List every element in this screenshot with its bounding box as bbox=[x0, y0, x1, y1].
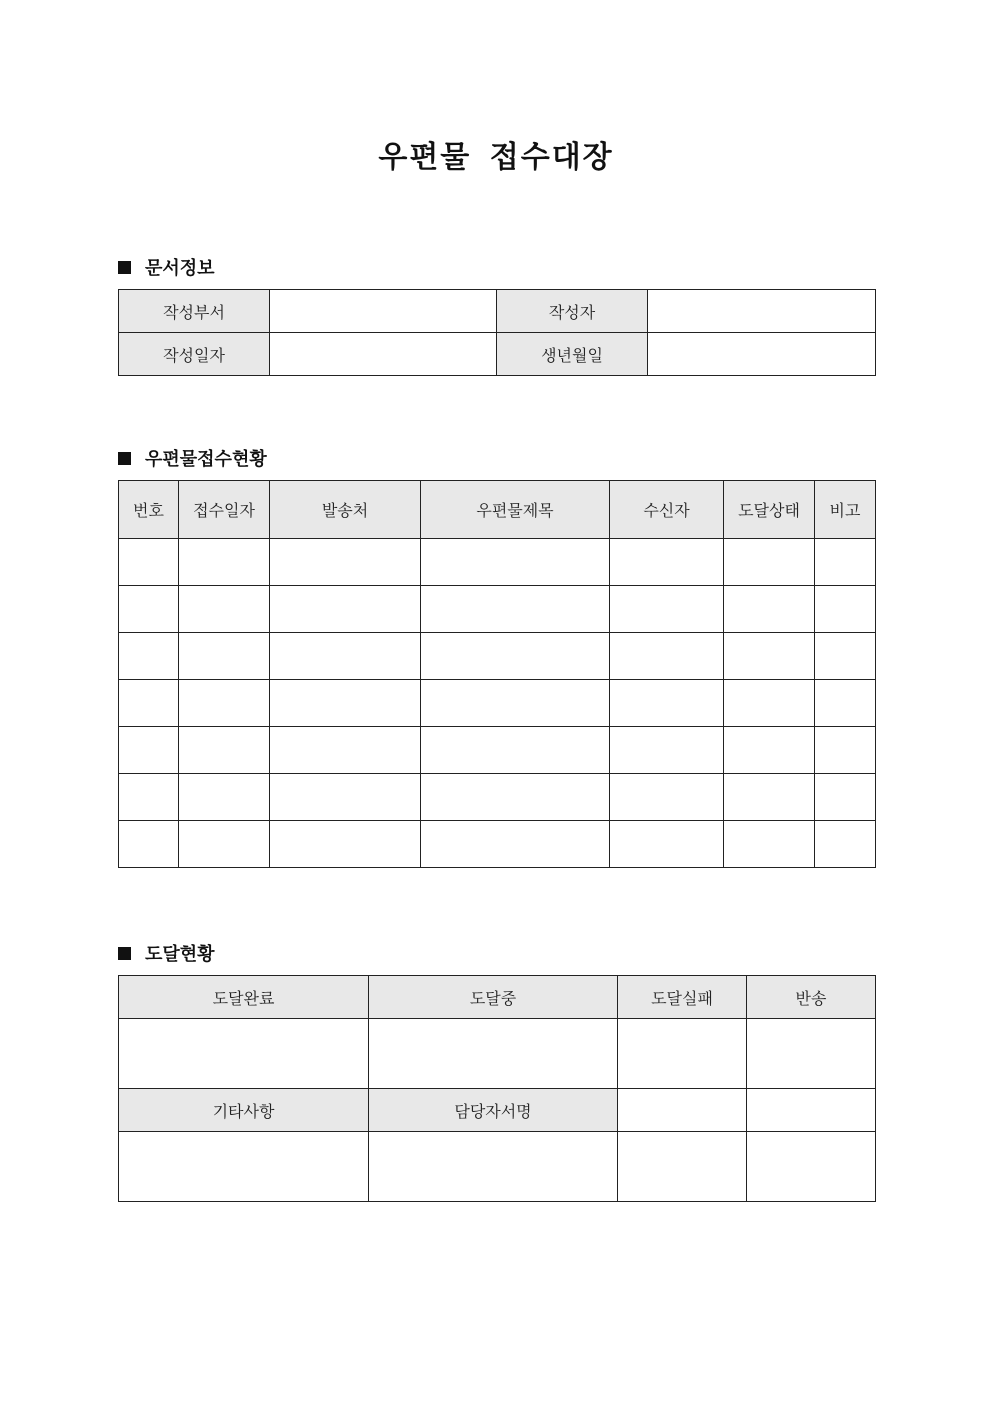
field-manager-signature[interactable] bbox=[369, 1132, 618, 1202]
label-birth: 생년월일 bbox=[497, 333, 648, 376]
header-failed: 도달실패 bbox=[618, 976, 747, 1019]
page-title: 우편물 접수대장 bbox=[378, 140, 614, 175]
delivery-table bbox=[118, 975, 876, 1202]
cell-receipt-date[interactable] bbox=[179, 586, 270, 633]
cell-remarks[interactable] bbox=[815, 680, 876, 727]
field-extra-1[interactable] bbox=[618, 1132, 747, 1202]
table-row bbox=[119, 821, 876, 868]
col-header-delivery-status: 도달상태 bbox=[724, 481, 815, 539]
table-row bbox=[119, 633, 876, 680]
cell-remarks[interactable] bbox=[815, 539, 876, 586]
cell-sender[interactable] bbox=[270, 539, 421, 586]
cell-mail-title[interactable] bbox=[421, 633, 610, 680]
col-header-sender: 발송처 bbox=[270, 481, 421, 539]
label-author: 작성자 bbox=[497, 290, 648, 333]
section-heading-doc-info bbox=[118, 254, 215, 280]
section-heading-label: 문서정보 bbox=[145, 258, 215, 279]
cell-recipient[interactable] bbox=[610, 539, 724, 586]
square-bullet-icon bbox=[118, 947, 131, 960]
col-header-receipt-date: 접수일자 bbox=[179, 481, 270, 539]
cell-receipt-date[interactable] bbox=[179, 821, 270, 868]
cell-delivery-status[interactable] bbox=[724, 821, 815, 868]
cell-receipt-date[interactable] bbox=[179, 633, 270, 680]
cell-recipient[interactable] bbox=[610, 821, 724, 868]
square-bullet-icon bbox=[118, 452, 131, 465]
field-other-notes[interactable] bbox=[119, 1132, 369, 1202]
header-manager-signature: 담당자서명 bbox=[369, 1089, 618, 1132]
cell-mail-title[interactable] bbox=[421, 821, 610, 868]
table-row bbox=[119, 774, 876, 821]
section-heading-label: 도달현황 bbox=[145, 944, 215, 965]
table-row bbox=[119, 727, 876, 774]
header-in-transit: 도달중 bbox=[369, 976, 618, 1019]
cell-sender[interactable] bbox=[270, 633, 421, 680]
cell-number[interactable] bbox=[119, 586, 179, 633]
cell-receipt-date[interactable] bbox=[179, 680, 270, 727]
cell-mail-title[interactable] bbox=[421, 774, 610, 821]
table-row bbox=[119, 586, 876, 633]
table-row bbox=[119, 680, 876, 727]
cell-sender[interactable] bbox=[270, 821, 421, 868]
field-dept[interactable] bbox=[270, 290, 497, 333]
field-returned[interactable] bbox=[747, 1019, 876, 1089]
cell-number[interactable] bbox=[119, 633, 179, 680]
header-delivered: 도달완료 bbox=[119, 976, 369, 1019]
cell-number[interactable] bbox=[119, 680, 179, 727]
cell-recipient[interactable] bbox=[610, 774, 724, 821]
table-row bbox=[119, 539, 876, 586]
section-heading-receipt bbox=[118, 445, 267, 471]
cell-delivery-status[interactable] bbox=[724, 586, 815, 633]
cell-remarks[interactable] bbox=[815, 633, 876, 680]
header-other-notes: 기타사항 bbox=[119, 1089, 369, 1132]
cell-recipient[interactable] bbox=[610, 633, 724, 680]
col-header-number: 번호 bbox=[119, 481, 179, 539]
col-header-remarks: 비고 bbox=[815, 481, 876, 539]
cell-remarks[interactable] bbox=[815, 727, 876, 774]
blank-cell bbox=[618, 1089, 747, 1132]
cell-receipt-date[interactable] bbox=[179, 727, 270, 774]
header-returned: 반송 bbox=[747, 976, 876, 1019]
cell-delivery-status[interactable] bbox=[724, 633, 815, 680]
cell-mail-title[interactable] bbox=[421, 586, 610, 633]
cell-remarks[interactable] bbox=[815, 774, 876, 821]
receipt-table bbox=[118, 480, 876, 868]
cell-number[interactable] bbox=[119, 539, 179, 586]
cell-recipient[interactable] bbox=[610, 680, 724, 727]
blank-cell bbox=[747, 1089, 876, 1132]
cell-number[interactable] bbox=[119, 821, 179, 868]
field-birth[interactable] bbox=[648, 333, 876, 376]
cell-sender[interactable] bbox=[270, 680, 421, 727]
section-heading-delivery bbox=[118, 940, 215, 966]
cell-receipt-date[interactable] bbox=[179, 774, 270, 821]
cell-mail-title[interactable] bbox=[421, 680, 610, 727]
cell-delivery-status[interactable] bbox=[724, 539, 815, 586]
cell-remarks[interactable] bbox=[815, 821, 876, 868]
field-in-transit[interactable] bbox=[369, 1019, 618, 1089]
cell-number[interactable] bbox=[119, 774, 179, 821]
field-failed[interactable] bbox=[618, 1019, 747, 1089]
field-extra-2[interactable] bbox=[747, 1132, 876, 1202]
field-delivered[interactable] bbox=[119, 1019, 369, 1089]
cell-delivery-status[interactable] bbox=[724, 774, 815, 821]
cell-mail-title[interactable] bbox=[421, 539, 610, 586]
label-date: 작성일자 bbox=[119, 333, 270, 376]
doc-info-table bbox=[118, 289, 876, 376]
square-bullet-icon bbox=[118, 261, 131, 274]
col-header-recipient: 수신자 bbox=[610, 481, 724, 539]
cell-mail-title[interactable] bbox=[421, 727, 610, 774]
cell-recipient[interactable] bbox=[610, 586, 724, 633]
cell-number[interactable] bbox=[119, 727, 179, 774]
field-author[interactable] bbox=[648, 290, 876, 333]
cell-receipt-date[interactable] bbox=[179, 539, 270, 586]
cell-recipient[interactable] bbox=[610, 727, 724, 774]
label-dept: 작성부서 bbox=[119, 290, 270, 333]
cell-delivery-status[interactable] bbox=[724, 680, 815, 727]
cell-sender[interactable] bbox=[270, 774, 421, 821]
cell-delivery-status[interactable] bbox=[724, 727, 815, 774]
col-header-mail-title: 우편물제목 bbox=[421, 481, 610, 539]
cell-sender[interactable] bbox=[270, 727, 421, 774]
field-date[interactable] bbox=[270, 333, 497, 376]
cell-remarks[interactable] bbox=[815, 586, 876, 633]
section-heading-label: 우편물접수현황 bbox=[145, 449, 267, 470]
cell-sender[interactable] bbox=[270, 586, 421, 633]
